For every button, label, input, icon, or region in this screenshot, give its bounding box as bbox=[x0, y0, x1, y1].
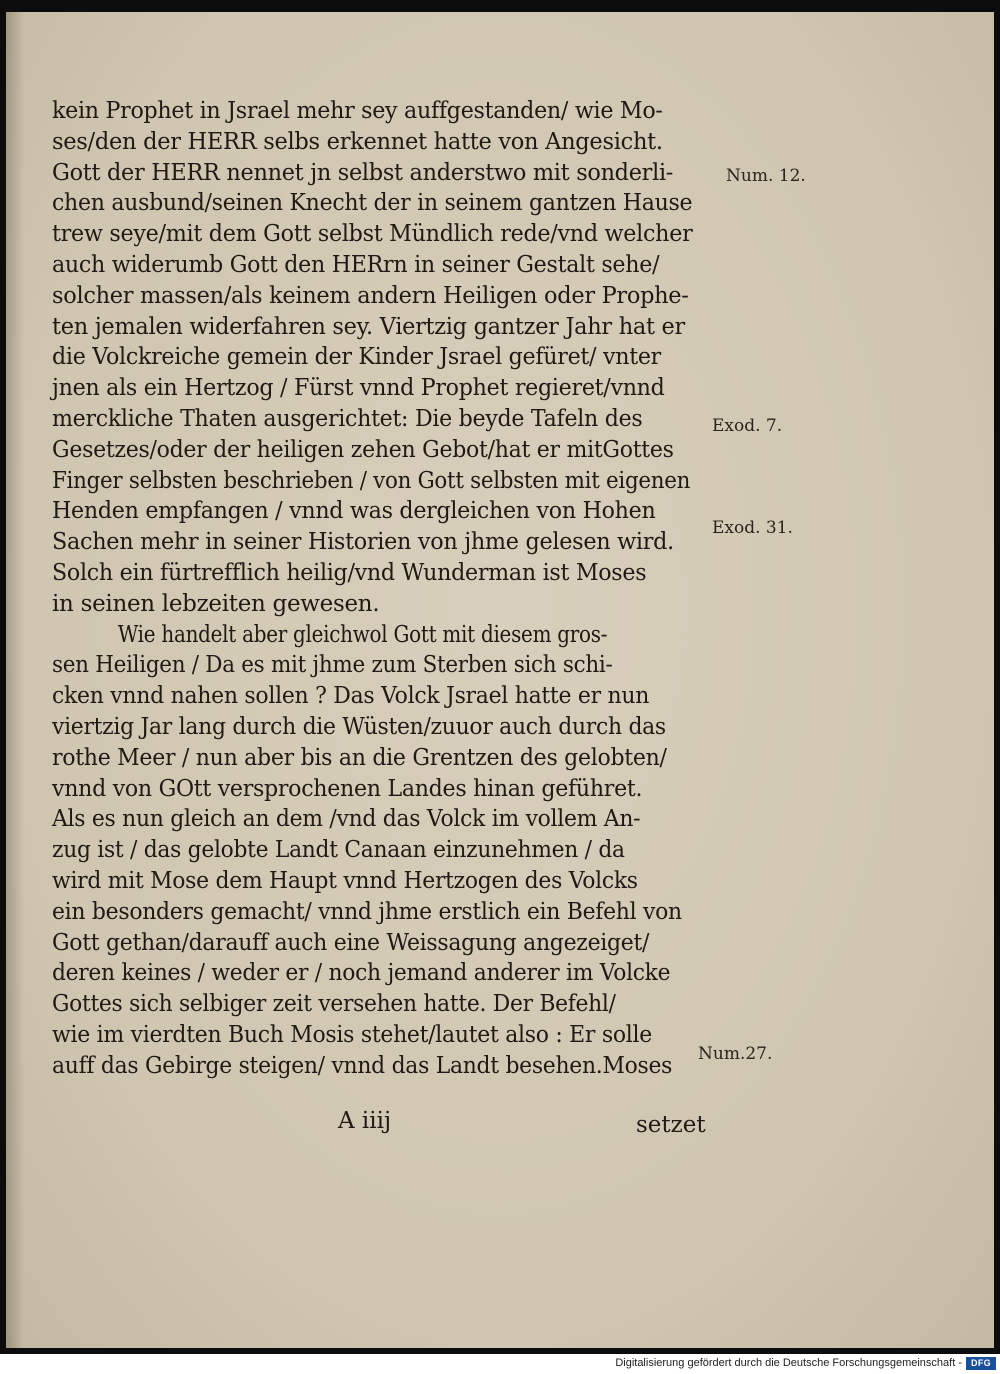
text-line: Gottes sich selbiger zeit versehen hatte. Der Befehl/ bbox=[52, 991, 616, 1018]
marginal-note: Num.27. bbox=[698, 1044, 773, 1064]
main-text-block bbox=[52, 96, 712, 1082]
text-line: auch widerumb Gott den HERrn in seiner Gestalt sehe/ bbox=[52, 251, 660, 278]
funding-credit: Digitalisierung gefördert durch die Deutsche Forschungsgemeinschaft - bbox=[615, 1357, 962, 1369]
text-line: Henden empfangen / vnnd was dergleichen von Hohen bbox=[52, 498, 656, 525]
text-line: solcher massen/als keinem andern Heiligen oder Prophe- bbox=[52, 282, 689, 309]
footer-bar bbox=[0, 1354, 1000, 1374]
text-line: Gesetzes/oder der heiligen zehen Gebot/hat er mitGottes bbox=[52, 436, 674, 463]
dfg-logo-icon: DFG bbox=[966, 1357, 996, 1370]
marginal-note: Num. 12. bbox=[726, 166, 806, 186]
text-line: rothe Meer / nun aber bis an die Grentzen des gelobten/ bbox=[52, 744, 667, 771]
text-line: chen ausbund/seinen Knecht der in seinem gantzen Hause bbox=[52, 190, 693, 217]
text-line: deren keines / weder er / noch jemand anderer im Volcke bbox=[52, 960, 671, 987]
text-line: Als es nun gleich an dem /vnd das Volck im vollem An- bbox=[52, 806, 641, 833]
text-line: in seinen lebzeiten gewesen. bbox=[52, 590, 380, 617]
text-line: viertzig Jar lang durch die Wüsten/zuuor auch durch das bbox=[52, 713, 666, 740]
text-line: kein Prophet in Jsrael mehr sey auffgestanden/ wie Mo- bbox=[52, 98, 663, 124]
text-line: merckliche Thaten ausgerichtet: Die beyde Tafeln des bbox=[52, 405, 643, 432]
text-line: trew seye/mit dem Gott selbst Mündlich rede/vnd welcher bbox=[52, 221, 693, 248]
text-line: Solch ein fürtrefflich heilig/vnd Wunderman ist Moses bbox=[52, 559, 647, 586]
gutter-shadow bbox=[6, 12, 24, 1348]
text-line: ein besonders gemacht/ vnnd jhme erstlich ein Befehl von bbox=[52, 898, 682, 925]
text-line: ses/den der HERR selbs erkennet hatte von Angesicht. bbox=[52, 128, 663, 155]
signature-mark: A iiij bbox=[338, 1108, 392, 1134]
text-line: wird mit Mose dem Haupt vnnd Hertzogen des Volcks bbox=[52, 867, 638, 894]
text-line: zug ist / das gelobte Landt Canaan einzunehmen / da bbox=[52, 837, 625, 864]
text-line: cken vnnd nahen sollen ? Das Volck Jsrael hatte er nun bbox=[52, 683, 650, 710]
catchword: setzet bbox=[636, 1112, 706, 1138]
text-line: auff das Gebirge steigen/ vnnd das Landt besehen.Moses bbox=[52, 1052, 673, 1079]
text-line: vnnd von GOtt versprochenen Landes hinan geführet. bbox=[52, 775, 643, 802]
text-line: Gott der HERR nennet jn selbst anderstwo mit sonderli- bbox=[52, 159, 674, 186]
marginal-note: Exod. 7. bbox=[712, 416, 783, 436]
marginal-note: Exod. 31. bbox=[712, 518, 793, 538]
text-line: wie im vierdten Buch Mosis stehet/lautet also : Er solle bbox=[52, 1021, 652, 1048]
text-line: Gott gethan/darauff auch eine Weissagung angezeiget/ bbox=[52, 929, 650, 956]
text-line: jnen als ein Hertzog / Fürst vnnd Prophet regieret/vnnd bbox=[52, 375, 665, 402]
text-line: Finger selbsten beschrieben / von Gott selbsten mit eigenen bbox=[52, 467, 691, 494]
text-line: ten jemalen widerfahren sey. Viertzig gantzer Jahr hat er bbox=[52, 313, 685, 340]
text-line: die Volckreiche gemein der Kinder Jsrael gefüret/ vnter bbox=[52, 344, 661, 371]
text-line: sen Heiligen / Da es mit jhme zum Sterben sich schi- bbox=[52, 652, 613, 679]
text-line: Sachen mehr in seiner Historien von jhme gelesen wird. bbox=[52, 529, 674, 556]
text-line: Wie handelt aber gleichwol Gott mit diesem gros- bbox=[117, 621, 608, 648]
